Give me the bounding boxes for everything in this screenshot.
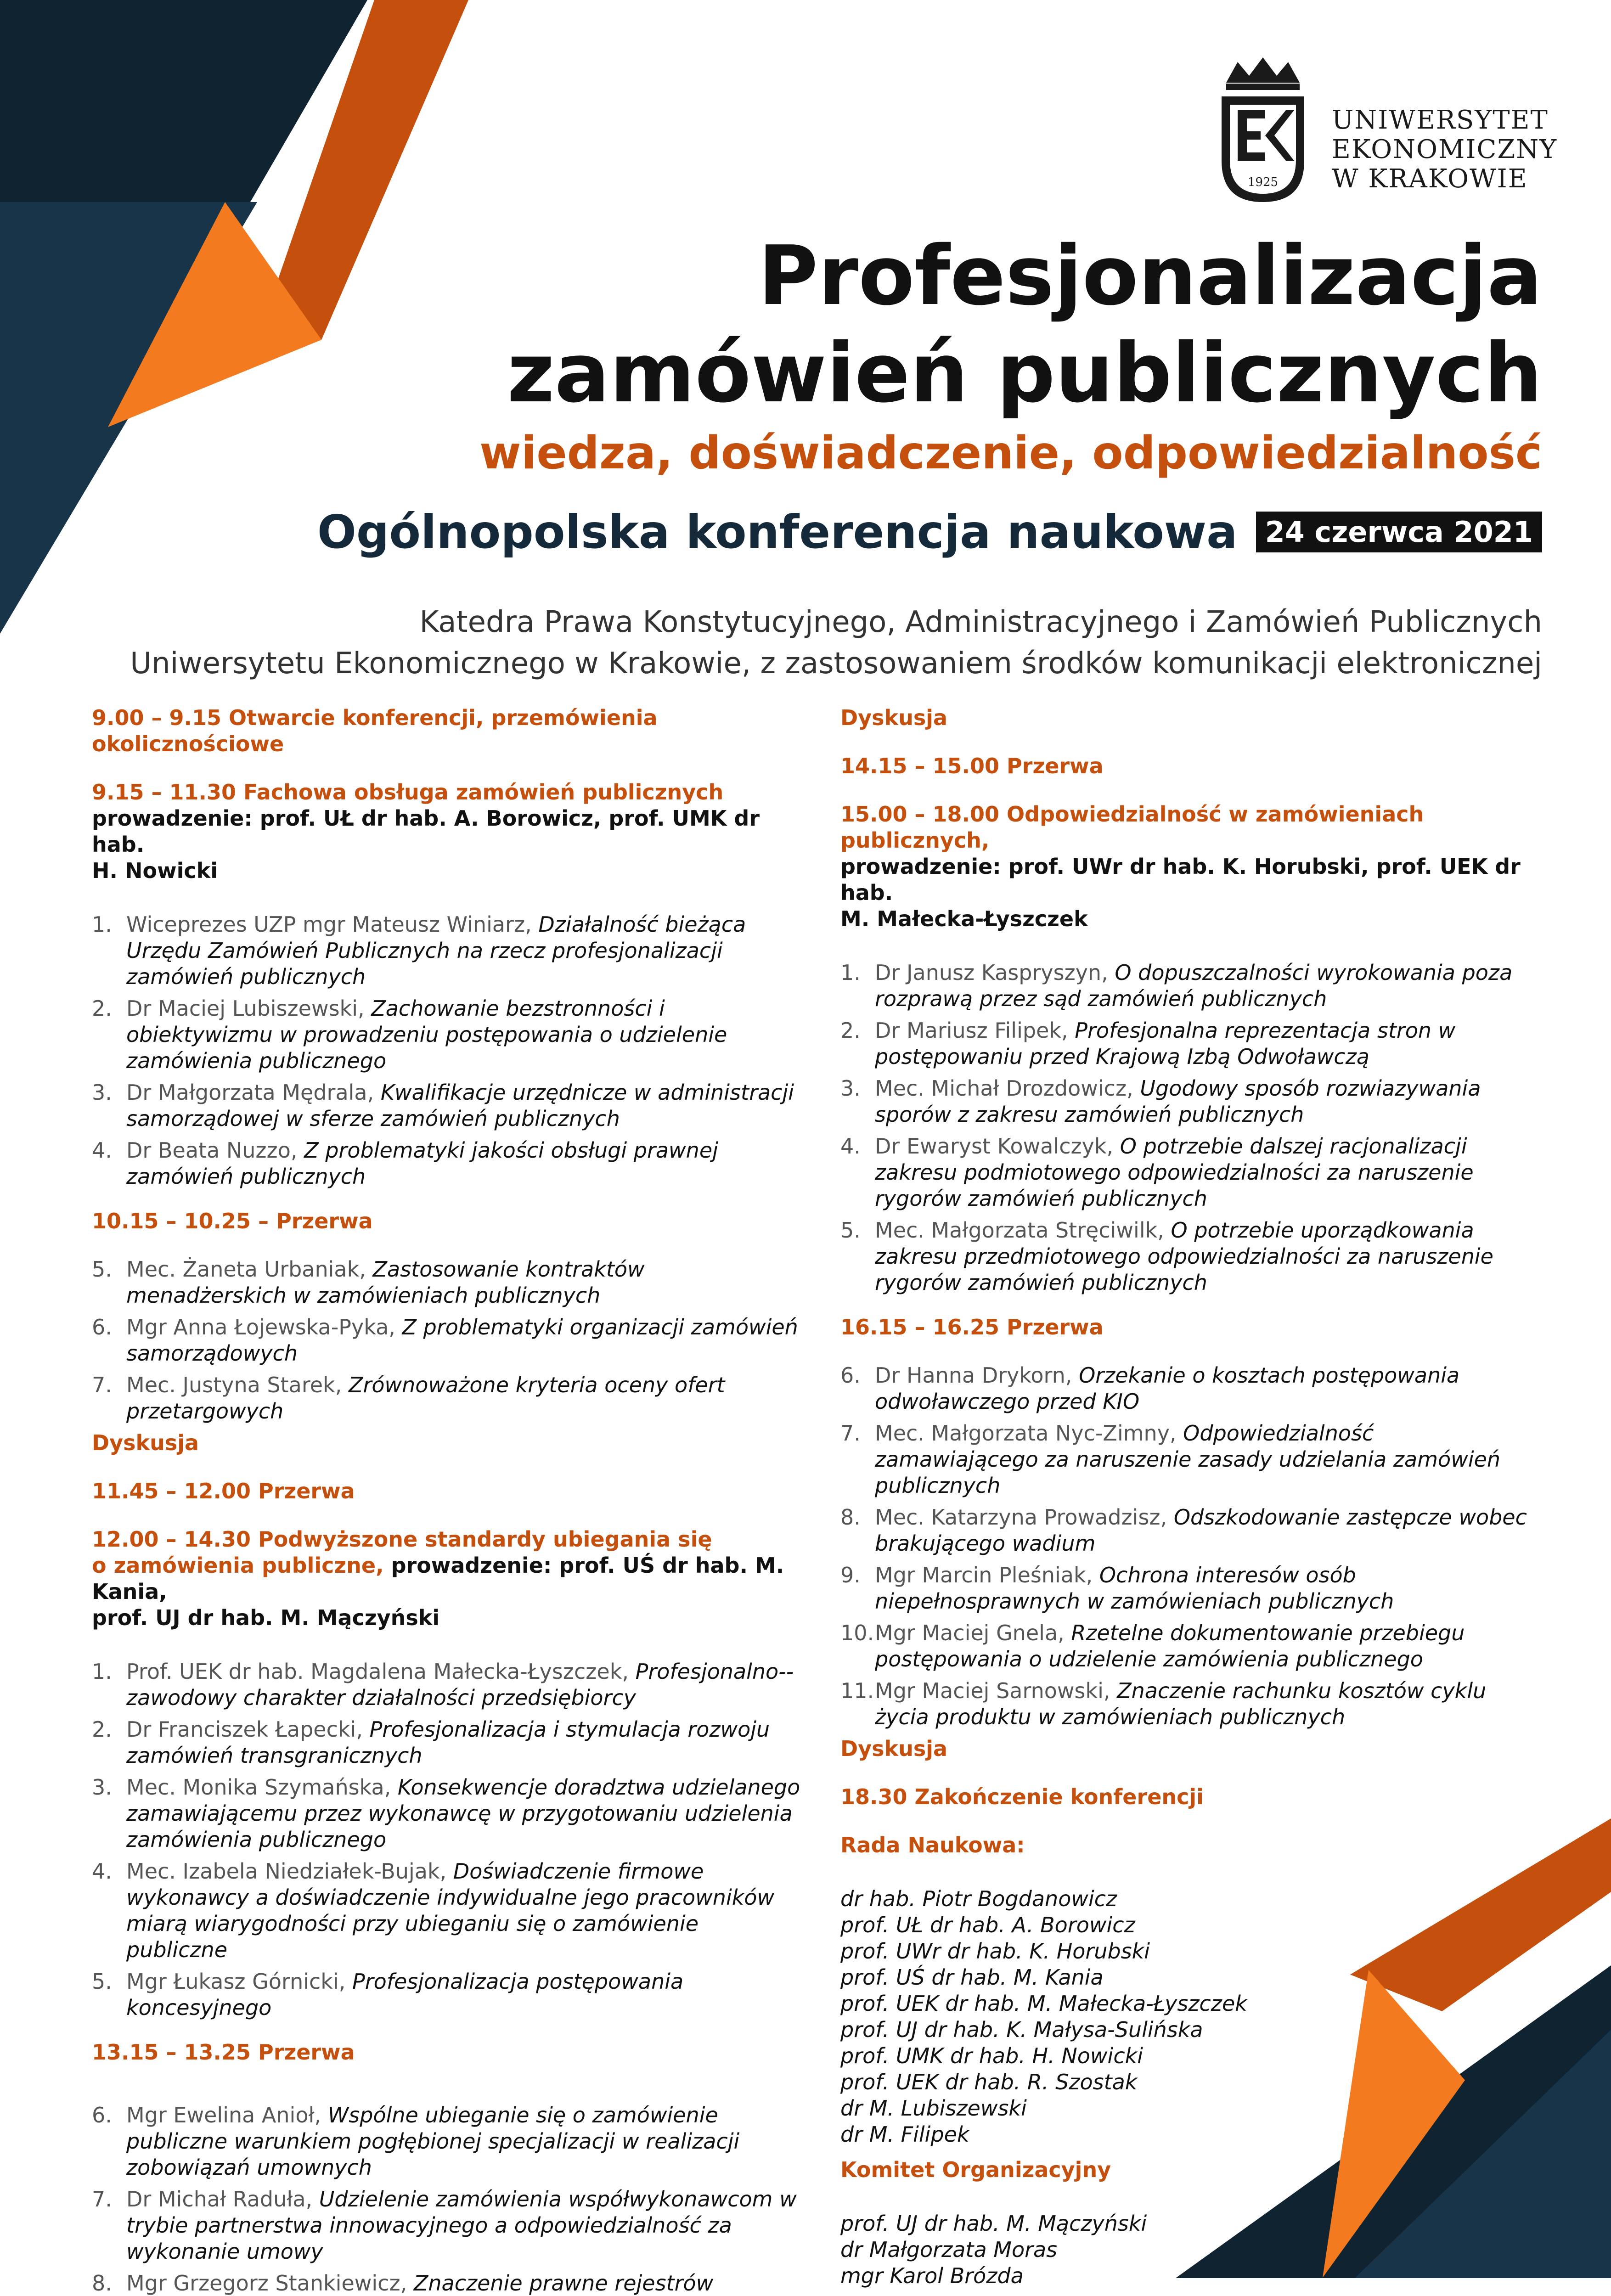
talk-item xyxy=(92,1716,804,1769)
talk-title: O dopuszczalności wyrokowania poza rozprawą przez sąd zamówień publicznych xyxy=(875,960,1513,1011)
university-logo xyxy=(1212,55,1561,211)
talk-number: 7. xyxy=(92,2187,112,2212)
talk-title: Ochrona interesów osób niepełnosprawnych w zamówieniach publicznych xyxy=(875,1563,1394,1614)
member-name: dr M. Filipek xyxy=(840,2122,969,2147)
talk-speaker: Prof. UEK dr hab. Magdalena Małecka-Łyszczek, xyxy=(126,1659,636,1684)
talk-number: 1. xyxy=(92,1659,112,1684)
talk-number: 9. xyxy=(840,1563,861,1587)
member-name: dr M. Lubiszewski xyxy=(840,2096,1027,2121)
conference-line xyxy=(317,505,1542,559)
session-2-header: 12.00 – 14.30 Podwyższone standardy ubiegania się o zamówienia publiczne, prowadzenie: prof. UŚ dr hab. M. Kania, prof. UJ dr hab. M. Mączyński xyxy=(92,1527,784,1630)
talk-item xyxy=(840,1678,1538,1730)
member-name: prof. UJ dr hab. K. Małysa-Sulińska xyxy=(840,2017,1203,2042)
break-item: 14.15 – 15.00 Przerwa xyxy=(840,754,1104,778)
talk-speaker: Mec. Monika Szymańska, xyxy=(126,1775,398,1800)
talk-item xyxy=(840,1420,1538,1499)
talk-item xyxy=(92,1137,804,1190)
talk-title: Zachowanie bezstronności i obiektywizmu w prowadzeniu postępowania o udzielenie zamówienia publicznego xyxy=(126,996,727,1073)
talk-number: 8. xyxy=(92,2271,112,2296)
program-right-column xyxy=(840,705,1538,2289)
talk-number: 10. xyxy=(840,1621,874,1645)
talk-item xyxy=(840,1362,1538,1415)
talk-title: Profesjonalizacja i stymulacja rozwoju zamówień transgranicznych xyxy=(126,1717,770,1768)
talk-speaker: Mgr Maciej Sarnowski, xyxy=(875,1678,1117,1703)
opening-item: 9.00 – 9.15 Otwarcie konferencji, przemówienia okolicznościowe xyxy=(92,705,658,756)
conference-date-badge: 24 czerwca 2021 xyxy=(1256,512,1542,552)
session-1-header: 9.15 – 11.30 Fachowa obsługa zamówień publicznych prowadzenie: prof. UŁ dr hab. A. Borowicz, prof. UMK dr hab. H. Nowicki xyxy=(92,780,760,883)
talk-speaker: Mgr Grzegorz Stankiewicz, xyxy=(126,2271,414,2296)
talk-number: 3. xyxy=(92,1080,112,1105)
talk-item xyxy=(92,1256,804,1309)
talk-speaker: Dr Janusz Kaspryszyn, xyxy=(875,960,1115,985)
member-name: prof. UJ dr hab. M. Mączyński xyxy=(840,2211,1147,2236)
talk-speaker: Mec. Małgorzata Nyc-Zimny, xyxy=(875,1421,1183,1446)
talk-speaker: Mec. Małgorzata Stręciwilk, xyxy=(875,1218,1171,1243)
talk-item xyxy=(840,1504,1538,1557)
talk-item xyxy=(840,960,1538,1012)
talk-speaker: Dr Maciej Lubiszewski, xyxy=(126,996,372,1021)
member-name: mgr Karol Brózda xyxy=(840,2263,1024,2288)
talk-item xyxy=(840,1018,1538,1070)
break-item: 11.45 – 12.00 Przerwa xyxy=(92,1479,355,1503)
talk-item xyxy=(840,1133,1538,1212)
talk-title: Zrównoważone kryteria oceny ofert przetargowych xyxy=(126,1373,725,1424)
session-3-header: 15.00 – 18.00 Odpowiedzialność w zamówieniach publicznych, prowadzenie: prof. UWr dr hab. K. Horubski, prof. UEK dr hab. M. Małecka-Łyszczek xyxy=(840,802,1521,931)
talk-number: 3. xyxy=(92,1775,112,1800)
page-title: Profesjonalizacja zamówień publicznych xyxy=(507,228,1542,421)
talk-list xyxy=(92,912,804,1190)
talk-speaker: Dr Hanna Drykorn, xyxy=(875,1363,1079,1388)
member-name: prof. UŚ dr hab. M. Kania xyxy=(840,1965,1104,1990)
talk-title: Kwalifikacje urzędnicze w administracji samorządowej w sferze zamówień publicznych xyxy=(126,1080,794,1131)
break-item: 13.15 – 13.25 Przerwa xyxy=(92,2040,355,2065)
talk-speaker: Mgr Maciej Gnela, xyxy=(875,1621,1071,1645)
university-name: UNIWERSYTET EKONOMICZNY W KRAKOWIE xyxy=(1332,105,1558,194)
talk-item xyxy=(92,2102,804,2181)
talk-speaker: Mgr Ewelina Anioł, xyxy=(126,2103,328,2127)
talk-number: 2. xyxy=(92,996,112,1021)
talk-title: Profesjonalno--zawodowy charakter działalności przedsiębiorcy xyxy=(126,1659,794,1710)
talk-speaker: Dr Franciszek Łapecki, xyxy=(126,1717,370,1742)
talk-number: 4. xyxy=(92,1859,112,1884)
talk-title: Odszkodowanie zastępcze wobec brakującego wadium xyxy=(875,1505,1527,1556)
talk-speaker: Mec. Izabela Niedziałek-Bujak, xyxy=(126,1859,453,1884)
logo-year: 1925 xyxy=(1247,175,1279,189)
discussion-item: Dyskusja xyxy=(840,1736,948,1761)
committee-list xyxy=(840,2211,1538,2289)
talk-title: Działalność bieżąca Urzędu Zamówień Publicznych na rzecz profesjonalizacji zamówień publicznych xyxy=(126,912,746,989)
talk-item xyxy=(840,1075,1538,1128)
talk-item xyxy=(92,2270,804,2296)
talk-number: 5. xyxy=(840,1218,861,1243)
talk-item xyxy=(92,1080,804,1132)
talk-list xyxy=(92,1659,804,2021)
talk-speaker: Dr Michał Raduła, xyxy=(126,2187,319,2212)
talk-number: 7. xyxy=(92,1373,112,1397)
talk-number: 5. xyxy=(92,1257,112,1282)
talk-list xyxy=(92,2102,804,2296)
break-item: 10.15 – 10.25 – Przerwa xyxy=(92,1209,373,1233)
talk-number: 5. xyxy=(92,1969,112,1994)
talk-title: Z problematyki jakości obsługi prawnej zamówień publicznych xyxy=(126,1138,718,1189)
talk-list xyxy=(92,1256,804,1424)
talk-item xyxy=(92,1969,804,2021)
talk-number: 2. xyxy=(92,1717,112,1742)
talk-number: 7. xyxy=(840,1421,861,1446)
talk-title: Wspólne ubieganie się o zamówienie publiczne warunkiem pogłębionej specjalizacji w realizacji zobowiązań umownych xyxy=(126,2103,740,2180)
talk-number: 6. xyxy=(92,1315,112,1339)
talk-title: O potrzebie dalszej racjonalizacji zakresu podmiotowego odpowiedzialności za naruszenie rygorów zamówień publicznych xyxy=(875,1134,1474,1211)
talk-list xyxy=(840,1362,1538,1730)
member-name: prof. UMK dr hab. H. Nowicki xyxy=(840,2043,1143,2068)
talk-title: Znaczenie prawne rejestrów xyxy=(413,2271,714,2296)
talk-list xyxy=(840,960,1538,1296)
discussion-item: Dyskusja xyxy=(92,1430,199,1455)
talk-speaker: Mgr Łukasz Górnicki, xyxy=(126,1969,352,1994)
member-name: dr hab. Piotr Bogdanowicz xyxy=(840,1886,1117,1911)
conference-title: Ogólnopolska konferencja naukowa xyxy=(317,505,1238,559)
crown-shield-icon xyxy=(1217,55,1309,207)
talk-title: O potrzebie uporządkowania zakresu przedmiotowego odpowiedzialności za naruszenie rygorów zamówień publicznych xyxy=(875,1218,1493,1295)
talk-item xyxy=(92,1372,804,1424)
talk-title: Znaczenie rachunku kosztów cyklu życia produktu w zamówieniach publicznych xyxy=(875,1678,1487,1729)
talk-speaker: Dr Beata Nuzzo, xyxy=(126,1138,304,1163)
talk-speaker: Mec. Justyna Starek, xyxy=(126,1373,349,1397)
talk-title: Z problematyki organizacji zamówień samorządowych xyxy=(126,1315,798,1366)
talk-item xyxy=(92,2186,804,2265)
talk-number: 6. xyxy=(92,2103,112,2127)
talk-item xyxy=(92,996,804,1074)
member-name: prof. UEK dr hab. R. Szostak xyxy=(840,2070,1138,2094)
member-name: dr Małgorzata Moras xyxy=(840,2237,1058,2262)
talk-title: Zastosowanie kontraktów menadżerskich w zamówieniach publicznych xyxy=(126,1257,645,1308)
talk-speaker: Dr Mariusz Filipek, xyxy=(875,1018,1075,1043)
talk-speaker: Mec. Żaneta Urbaniak, xyxy=(126,1257,373,1282)
talk-number: 6. xyxy=(840,1363,861,1388)
talk-title: Konsekwencje doradztwa udzielanego zamawiającemu przez wykonawcę w przygotowaniu udzielenia zamówienia publicznego xyxy=(126,1775,800,1852)
program-left-column xyxy=(92,705,804,2296)
talk-number: 4. xyxy=(840,1134,861,1159)
talk-speaker: Mec. Katarzyna Prowadzisz, xyxy=(875,1505,1174,1530)
talk-item xyxy=(92,912,804,990)
member-name: prof. UEK dr hab. M. Małecka-Łyszczek xyxy=(840,1991,1247,2016)
talk-title: Orzekanie o kosztach postępowania odwoławczego przed KIO xyxy=(875,1363,1460,1414)
talk-item xyxy=(92,1858,804,1963)
talk-speaker: Dr Małgorzata Mędrala, xyxy=(126,1080,381,1105)
talk-title: Profesjonalizacja postępowania koncesyjnego xyxy=(126,1969,684,2020)
talk-speaker: Mec. Michał Drozdowicz, xyxy=(875,1076,1140,1101)
talk-speaker: Dr Ewaryst Kowalczyk, xyxy=(875,1134,1120,1159)
member-name: prof. UŁ dr hab. A. Borowicz xyxy=(840,1913,1135,1937)
council-heading: Rada Naukowa: xyxy=(840,1833,1025,1857)
talk-item xyxy=(92,1659,804,1711)
break-item: 16.15 – 16.25 Przerwa xyxy=(840,1315,1104,1339)
talk-item xyxy=(840,1620,1538,1672)
talk-title: Udzielenie zamówienia współwykonawcom w trybie partnerstwa innowacyjnego a odpowiedzialność za wykonanie umowy xyxy=(126,2187,797,2264)
closing-item: 18.30 Zakończenie konferencji xyxy=(840,1784,1204,1809)
talk-title: Rzetelne dokumentowanie przebiegu postępowania o udzielenie zamówienia publicznego xyxy=(875,1621,1465,1671)
talk-number: 4. xyxy=(92,1138,112,1163)
talk-item xyxy=(92,1314,804,1367)
talk-title: Doświadczenie firmowe wykonawcy a doświadczenie indywidualne jego pracowników miarą wiarygodności przy ubieganiu się o zamówienie publiczne xyxy=(126,1859,775,1962)
council-list xyxy=(840,1886,1538,2148)
talk-item xyxy=(840,1217,1538,1296)
talk-speaker: Mgr Marcin Pleśniak, xyxy=(875,1563,1099,1587)
talk-speaker: Mgr Anna Łojewska-Pyka, xyxy=(126,1315,402,1339)
talk-item xyxy=(92,1774,804,1853)
committee-heading: Komitet Organizacyjny xyxy=(840,2157,1111,2182)
talk-speaker: Wiceprezes UZP mgr Mateusz Winiarz, xyxy=(126,912,539,937)
talk-item xyxy=(840,1562,1538,1615)
member-name: prof. UWr dr hab. K. Horubski xyxy=(840,1939,1150,1964)
talk-number: 2. xyxy=(840,1018,861,1043)
organizer: Katedra Prawa Konstytucyjnego, Administracyjnego i Zamówień Publicznych Uniwersytetu Ekonomicznego w Krakowie, z zastosowaniem środków komunikacji elektronicznej xyxy=(130,605,1542,681)
talk-number: 3. xyxy=(840,1076,861,1101)
talk-title: Odpowiedzialność zamawiającego za naruszenie zasady udzielania zamówień publicznych xyxy=(875,1421,1501,1498)
talk-number: 8. xyxy=(840,1505,861,1530)
talk-number: 11. xyxy=(840,1678,874,1703)
discussion-item: Dyskusja xyxy=(840,705,948,730)
subtitle: wiedza, doświadczenie, odpowiedzialność xyxy=(479,427,1542,479)
talk-title: Profesjonalna reprezentacja stron w postępowaniu przed Krajową Izbą Odwoławczą xyxy=(875,1018,1456,1069)
talk-number: 1. xyxy=(840,960,861,985)
talk-title: Ugodowy sposób rozwiazywania sporów z zakresu zamówień publicznych xyxy=(875,1076,1481,1127)
talk-number: 1. xyxy=(92,912,112,937)
